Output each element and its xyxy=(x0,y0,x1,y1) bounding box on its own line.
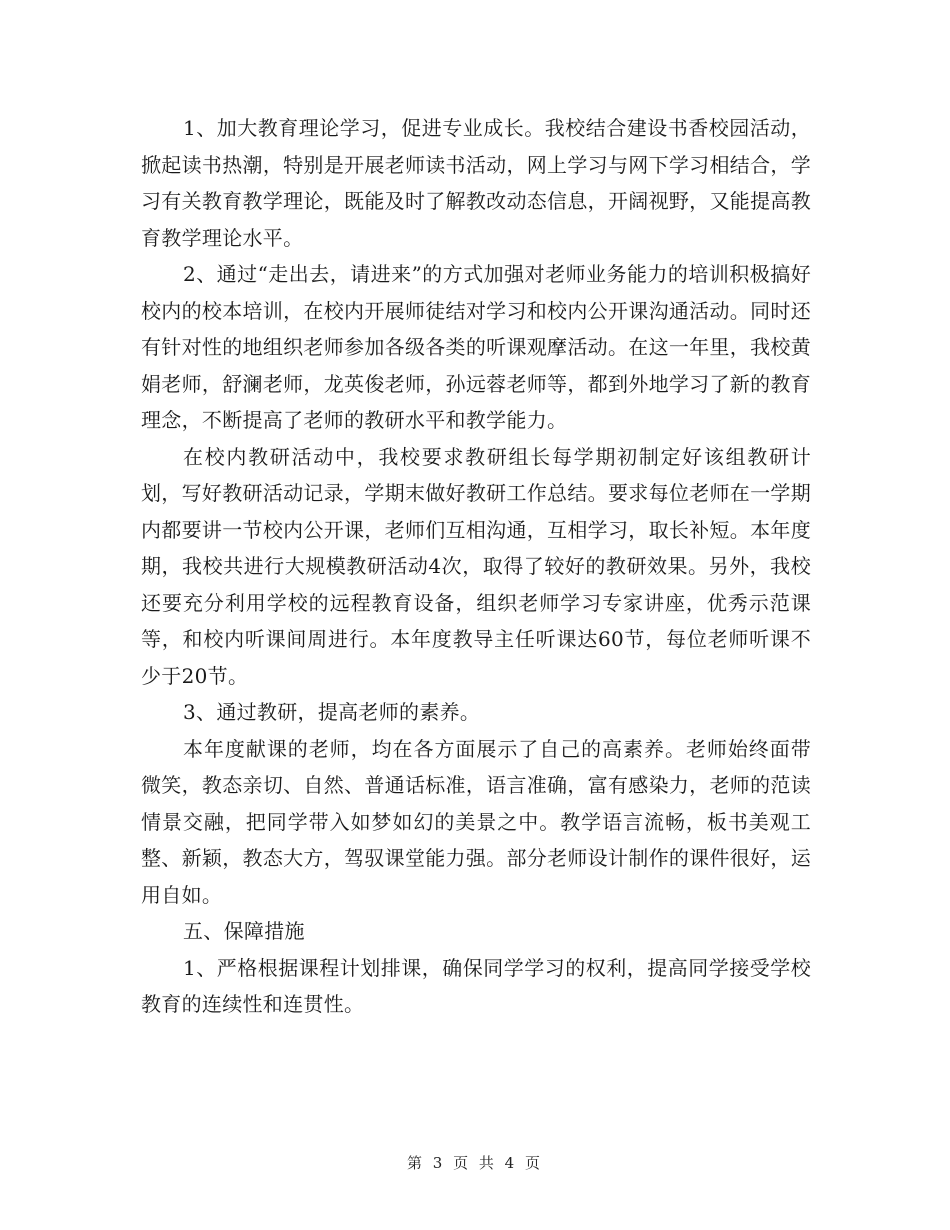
page-footer: 第 3 页 共 4 页 xyxy=(407,1154,543,1172)
section-heading: 五、保障措施 xyxy=(183,919,305,943)
document-body xyxy=(141,110,811,1023)
paragraph-4: 3、通过教研，提高老师的素养。 xyxy=(183,700,481,724)
paragraph-2: 2、通过“走出去，请进来”的方式加强对老师业务能力的培训积极搞好校内的校本培训，在校内开展师徒结对学习和校内公开课沟通活动。同时还有针对性的地组织老师参加各级各类的听课观摩活动。在这一年里，我校黄娟老师，舒澜老师，龙英俊老师，孙远蓉老师等，都到外地学习了新的教育理念，不断提高了老师的教研水平和教学能力。 xyxy=(141,262,811,432)
paragraph-7: 1、严格根据课程计划排课，确保同学学习的权利，提高同学接受学校教育的连续性和连贯性。 xyxy=(141,955,811,1016)
paragraph-3: 在校内教研活动中，我校要求教研组长每学期初制定好该组教研计划，写好教研活动记录，学期末做好教研工作总结。要求每位老师在一学期内都要讲一节校内公开课，老师们互相沟通，互相学习，取长补短。本年度期，我校共进行大规模教研活动4次，取得了较好的教研效果。另外，我校还要充分利用学校的远程教育设备，组织老师学习专家讲座，优秀示范课等，和校内听课间周进行。本年度教导主任听课达60节，每位老师听课不少于20节。 xyxy=(141,444,811,688)
paragraph-1: 1、加大教育理论学习，促进专业成长。我校结合建设书香校园活动，掀起读书热潮，特别是开展老师读书活动，网上学习与网下学习相结合，学习有关教育教学理论，既能及时了解教改动态信息，开阔视野，又能提高教育教学理论水平。 xyxy=(141,116,811,250)
paragraph-5: 本年度献课的老师，均在各方面展示了自己的高素养。老师始终面带微笑，教态亲切、自然、普通话标准，语言准确，富有感染力，老师的范读情景交融，把同学带入如梦如幻的美景之中。教学语言流畅，板书美观工整、新颖，教态大方，驾驭课堂能力强。部分老师设计制作的课件很好，运用自如。 xyxy=(141,736,811,907)
